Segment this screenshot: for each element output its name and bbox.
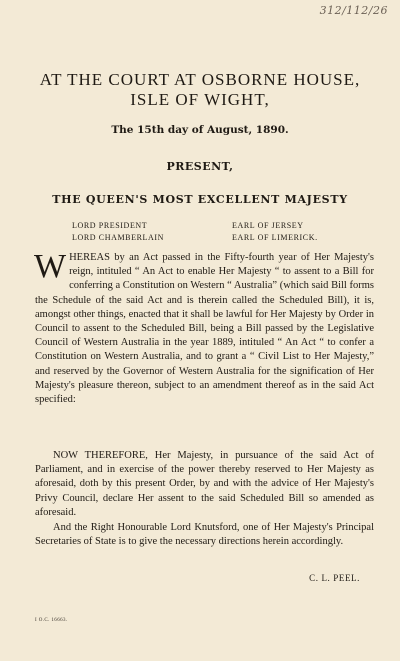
knutsford-paragraph: And the Right Honourable Lord Knutsford, one of Her Majesty's Principal Secretaries of State is to give the necessary directions herein accordingly. bbox=[35, 522, 374, 548]
court-heading-line1: AT THE COURT AT OSBORNE HOUSE, bbox=[39, 70, 361, 89]
whereas-paragraph-text: HEREAS by an Act passed in the Fifty-fourth year of Her Majesty's reign, intituled “ An Act to enable Her Majesty “ to assent to a Bill for conferring a Constitution on Western “ Australia” (which said Bill forms the Schedule of the said Act and is therein called the Scheduled Bill), it is, amongst other things, enacted that it shall be lawful for Her Majesty by Order in Council to assent to the Scheduled Bill, being a Bill passed by the Legislative Council of Western Australia in the year 1889, intituled “ An Act “ to confer a Constitution on Western Australia, and to grant a “ Civil List to Her Majesty,” and reserved by the Governor of Western Australia for the signification of Her Majesty's pleasure thereon, subject to an amendment thereof as in the said Act specified: bbox=[35, 252, 374, 406]
attendees-row bbox=[72, 232, 362, 244]
attendee-name: EARL OF JERSEY bbox=[232, 221, 304, 230]
handwritten-reference: 312/112/26 bbox=[319, 4, 388, 17]
whereas-paragraph bbox=[34, 248, 374, 407]
order-date: The 15th day of August, 1890. bbox=[111, 124, 289, 136]
drop-cap: W bbox=[34, 248, 67, 285]
attendees-list bbox=[72, 220, 362, 244]
attendee-name: EARL OF LIMERICK. bbox=[232, 233, 318, 242]
attendee-name: LORD CHAMBERLAIN bbox=[72, 233, 165, 242]
attendee-name: LORD PRESIDENT bbox=[72, 221, 148, 230]
signature: C. L. PEEL. bbox=[309, 573, 360, 583]
court-heading bbox=[0, 70, 400, 110]
attendees-row bbox=[72, 220, 362, 232]
majesty-heading: THE QUEEN'S MOST EXCELLENT MAJESTY bbox=[52, 193, 348, 206]
present-heading: PRESENT, bbox=[166, 160, 234, 173]
now-therefore-paragraph: NOW THEREFORE, Her Majesty, in pursuance of the said Act of Parliament, and in exercise of the power thereby reserved to Her Majesty as aforesaid, doth by this present Order, by and with the advice of Her Majesty's Privy Council, declare Her assent to the said Scheduled Bill so amended as aforesaid. bbox=[35, 450, 374, 518]
printer-mark: I O.C. 16663. bbox=[35, 618, 68, 623]
court-heading-line2: ISLE OF WIGHT, bbox=[130, 90, 270, 109]
